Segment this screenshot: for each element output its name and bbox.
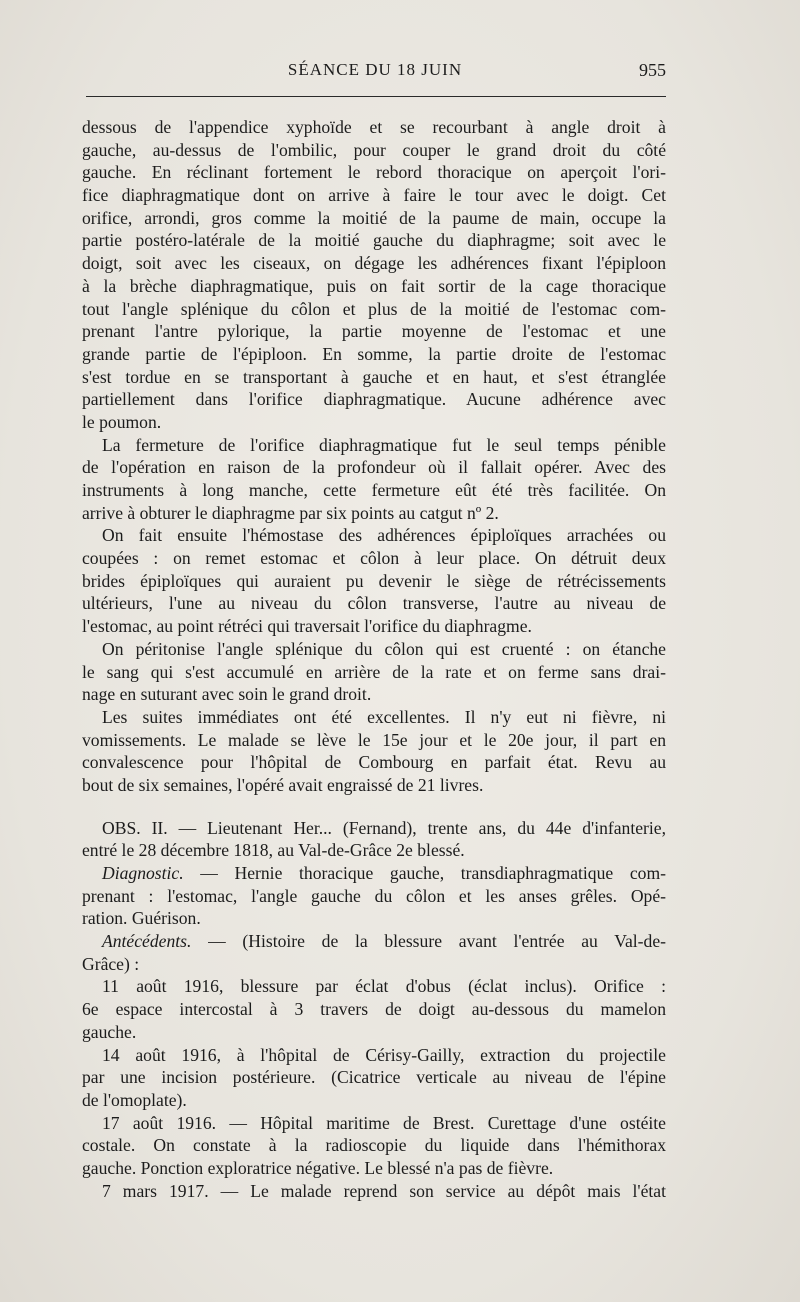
text-line: de l'omoplate).: [82, 1089, 187, 1110]
text-line: arrive à obturer le diaphragme par six points au catgut nº 2.: [82, 502, 499, 523]
text-line: On fait ensuite l'hémostase des adhérences épiploïques arrachées ou: [102, 525, 666, 546]
text-line: vomissements. Le malade se lève le 15e jour et le 20e jour, il part en: [82, 729, 666, 750]
text-line: à la brèche diaphragmatique, puis on fait sortir de la cage thoracique: [82, 275, 666, 296]
text-line: gauche. En réclinant fortement le rebord thoracique on aperçoit l'ori-: [82, 162, 666, 183]
text-line: 11 août 1916, blessure par éclat d'obus (éclat inclus). Orifice :: [102, 976, 666, 997]
text-line: [82, 862, 666, 885]
paragraph-history-4: [82, 1180, 666, 1203]
paragraph-hemostasis: [82, 524, 666, 637]
text-line: Les suites immédiates ont été excellentes. Il n'y eut ni fièvre, ni: [102, 706, 666, 727]
paragraph-diagnostic: [82, 862, 666, 930]
text-line: 14 août 1916, à l'hôpital de Cérisy-Gailly, extraction du projectile: [102, 1044, 666, 1065]
text-line: partie postéro-latérale de la moitié gauche du diaphragme; soit avec le: [82, 230, 666, 251]
running-title: SÉANCE DU 18 JUIN: [287, 60, 463, 79]
text-line: [82, 930, 666, 953]
text-line: 7 mars 1917. — Le malade reprend son service au dépôt mais l'état: [102, 1180, 666, 1201]
paragraph-closure: [82, 434, 666, 525]
running-head: [84, 60, 666, 88]
text-line: grande partie de l'épiploon. En somme, la partie droite de l'estomac: [82, 343, 666, 364]
text-line: entré le 28 décembre 1818, au Val-de-Grâce 2e blessé.: [82, 840, 465, 861]
antecedents-text: — (Histoire de la blessure avant l'entrée au Val-de-: [191, 931, 666, 952]
text-line: ultérieurs, l'une au niveau du côlon transverse, l'autre au niveau de: [82, 593, 666, 614]
text-line: gauche, au-dessus de l'ombilic, pour couper le grand droit du côté: [82, 139, 666, 160]
text-line: brides épiploïques qui auraient pu devenir le siège de rétrécissements: [82, 570, 666, 591]
text-line: tout l'angle splénique du côlon et plus de la moitié de l'estomac com-: [82, 298, 666, 319]
text-line: convalescence pour l'hôpital de Combourg en parfait état. Revu au: [82, 752, 666, 773]
paragraph-history-3: [82, 1112, 666, 1180]
text-line: ration. Guérison.: [82, 908, 201, 929]
paragraph-operation-continued: [82, 116, 666, 434]
observation-heading: [82, 817, 666, 862]
paragraph-outcome: [82, 706, 666, 797]
diagnostic-label: Diagnostic.: [102, 863, 184, 883]
text-line: prenant : l'estomac, l'angle gauche du côlon et les anses grêles. Opé-: [82, 885, 666, 906]
diagnostic-text: — Hernie thoracique gauche, transdiaphragmatique com-: [183, 863, 666, 883]
text-line: dessous de l'appendice xyphoïde et se recourbant à angle droit à: [82, 117, 666, 137]
page-number: 955: [639, 60, 666, 80]
paragraph-history-2: [82, 1044, 666, 1112]
text-line: costale. On constate à la radioscopie du liquide dans l'hémithorax: [82, 1135, 666, 1156]
paragraph-history-1: [82, 975, 666, 1043]
text-line: par une incision postérieure. (Cicatrice verticale au niveau de l'épine: [82, 1067, 666, 1088]
text-line: prenant l'antre pylorique, la partie moyenne de l'estomac et une: [82, 321, 666, 342]
text-line: le poumon.: [82, 411, 162, 432]
text-line: de l'opération en raison de la profondeur où il fallait opérer. Avec des: [82, 457, 666, 478]
text-line: nage en suturant avec soin le grand droit.: [82, 684, 372, 705]
text-line: Grâce) :: [82, 953, 140, 974]
text-line: gauche. Ponction exploratrice négative. Le blessé n'a pas de fièvre.: [82, 1157, 554, 1178]
text-line: bout de six semaines, l'opéré avait engraissé de 21 livres.: [82, 774, 484, 795]
text-line: OBS. II. — Lieutenant Her... (Fernand), trente ans, du 44e d'infanterie,: [102, 817, 666, 838]
antecedents-label: Antécédents.: [102, 931, 192, 952]
text-line: 6e espace intercostal à 3 travers de doigt au-dessous du mamelon: [82, 999, 666, 1020]
text-line: coupées : on remet estomac et côlon à leur place. On détruit deux: [82, 548, 666, 569]
body-text: [82, 116, 666, 1202]
text-line: fice diaphragmatique dont on arrive à faire le tour avec le doigt. Cet: [82, 185, 666, 206]
text-line: 17 août 1916. — Hôpital maritime de Brest. Curettage d'une ostéite: [102, 1112, 666, 1133]
text-line: instruments à long manche, cette fermeture eût été très facilitée. On: [82, 480, 666, 500]
text-line: gauche.: [82, 1021, 137, 1042]
paragraph-peritonisation: [82, 638, 666, 706]
text-line: On péritonise l'angle splénique du côlon qui est cruenté : on étanche: [102, 638, 666, 659]
text-line: s'est tordue en se transportant à gauche et en haut, et s'est étranglée: [82, 366, 666, 387]
text-line: doigt, soit avec les ciseaux, on dégage les adhérences fixant l'épiploon: [82, 253, 666, 274]
text-line: l'estomac, au point rétréci qui traversait l'orifice du diaphragme.: [82, 616, 532, 637]
text-line: partiellement dans l'orifice diaphragmatique. Aucune adhérence avec: [82, 389, 666, 410]
text-line: orifice, arrondi, gros comme la moitié de la paume de main, occupe la: [82, 207, 666, 228]
paragraph-antecedents: [82, 930, 666, 975]
header-rule: [86, 96, 666, 97]
section-gap: [82, 797, 666, 817]
text-line: La fermeture de l'orifice diaphragmatique fut le seul temps pénible: [102, 434, 666, 455]
text-line: le sang qui s'est accumulé en arrière de la rate et on ferme sans drai-: [82, 661, 666, 682]
